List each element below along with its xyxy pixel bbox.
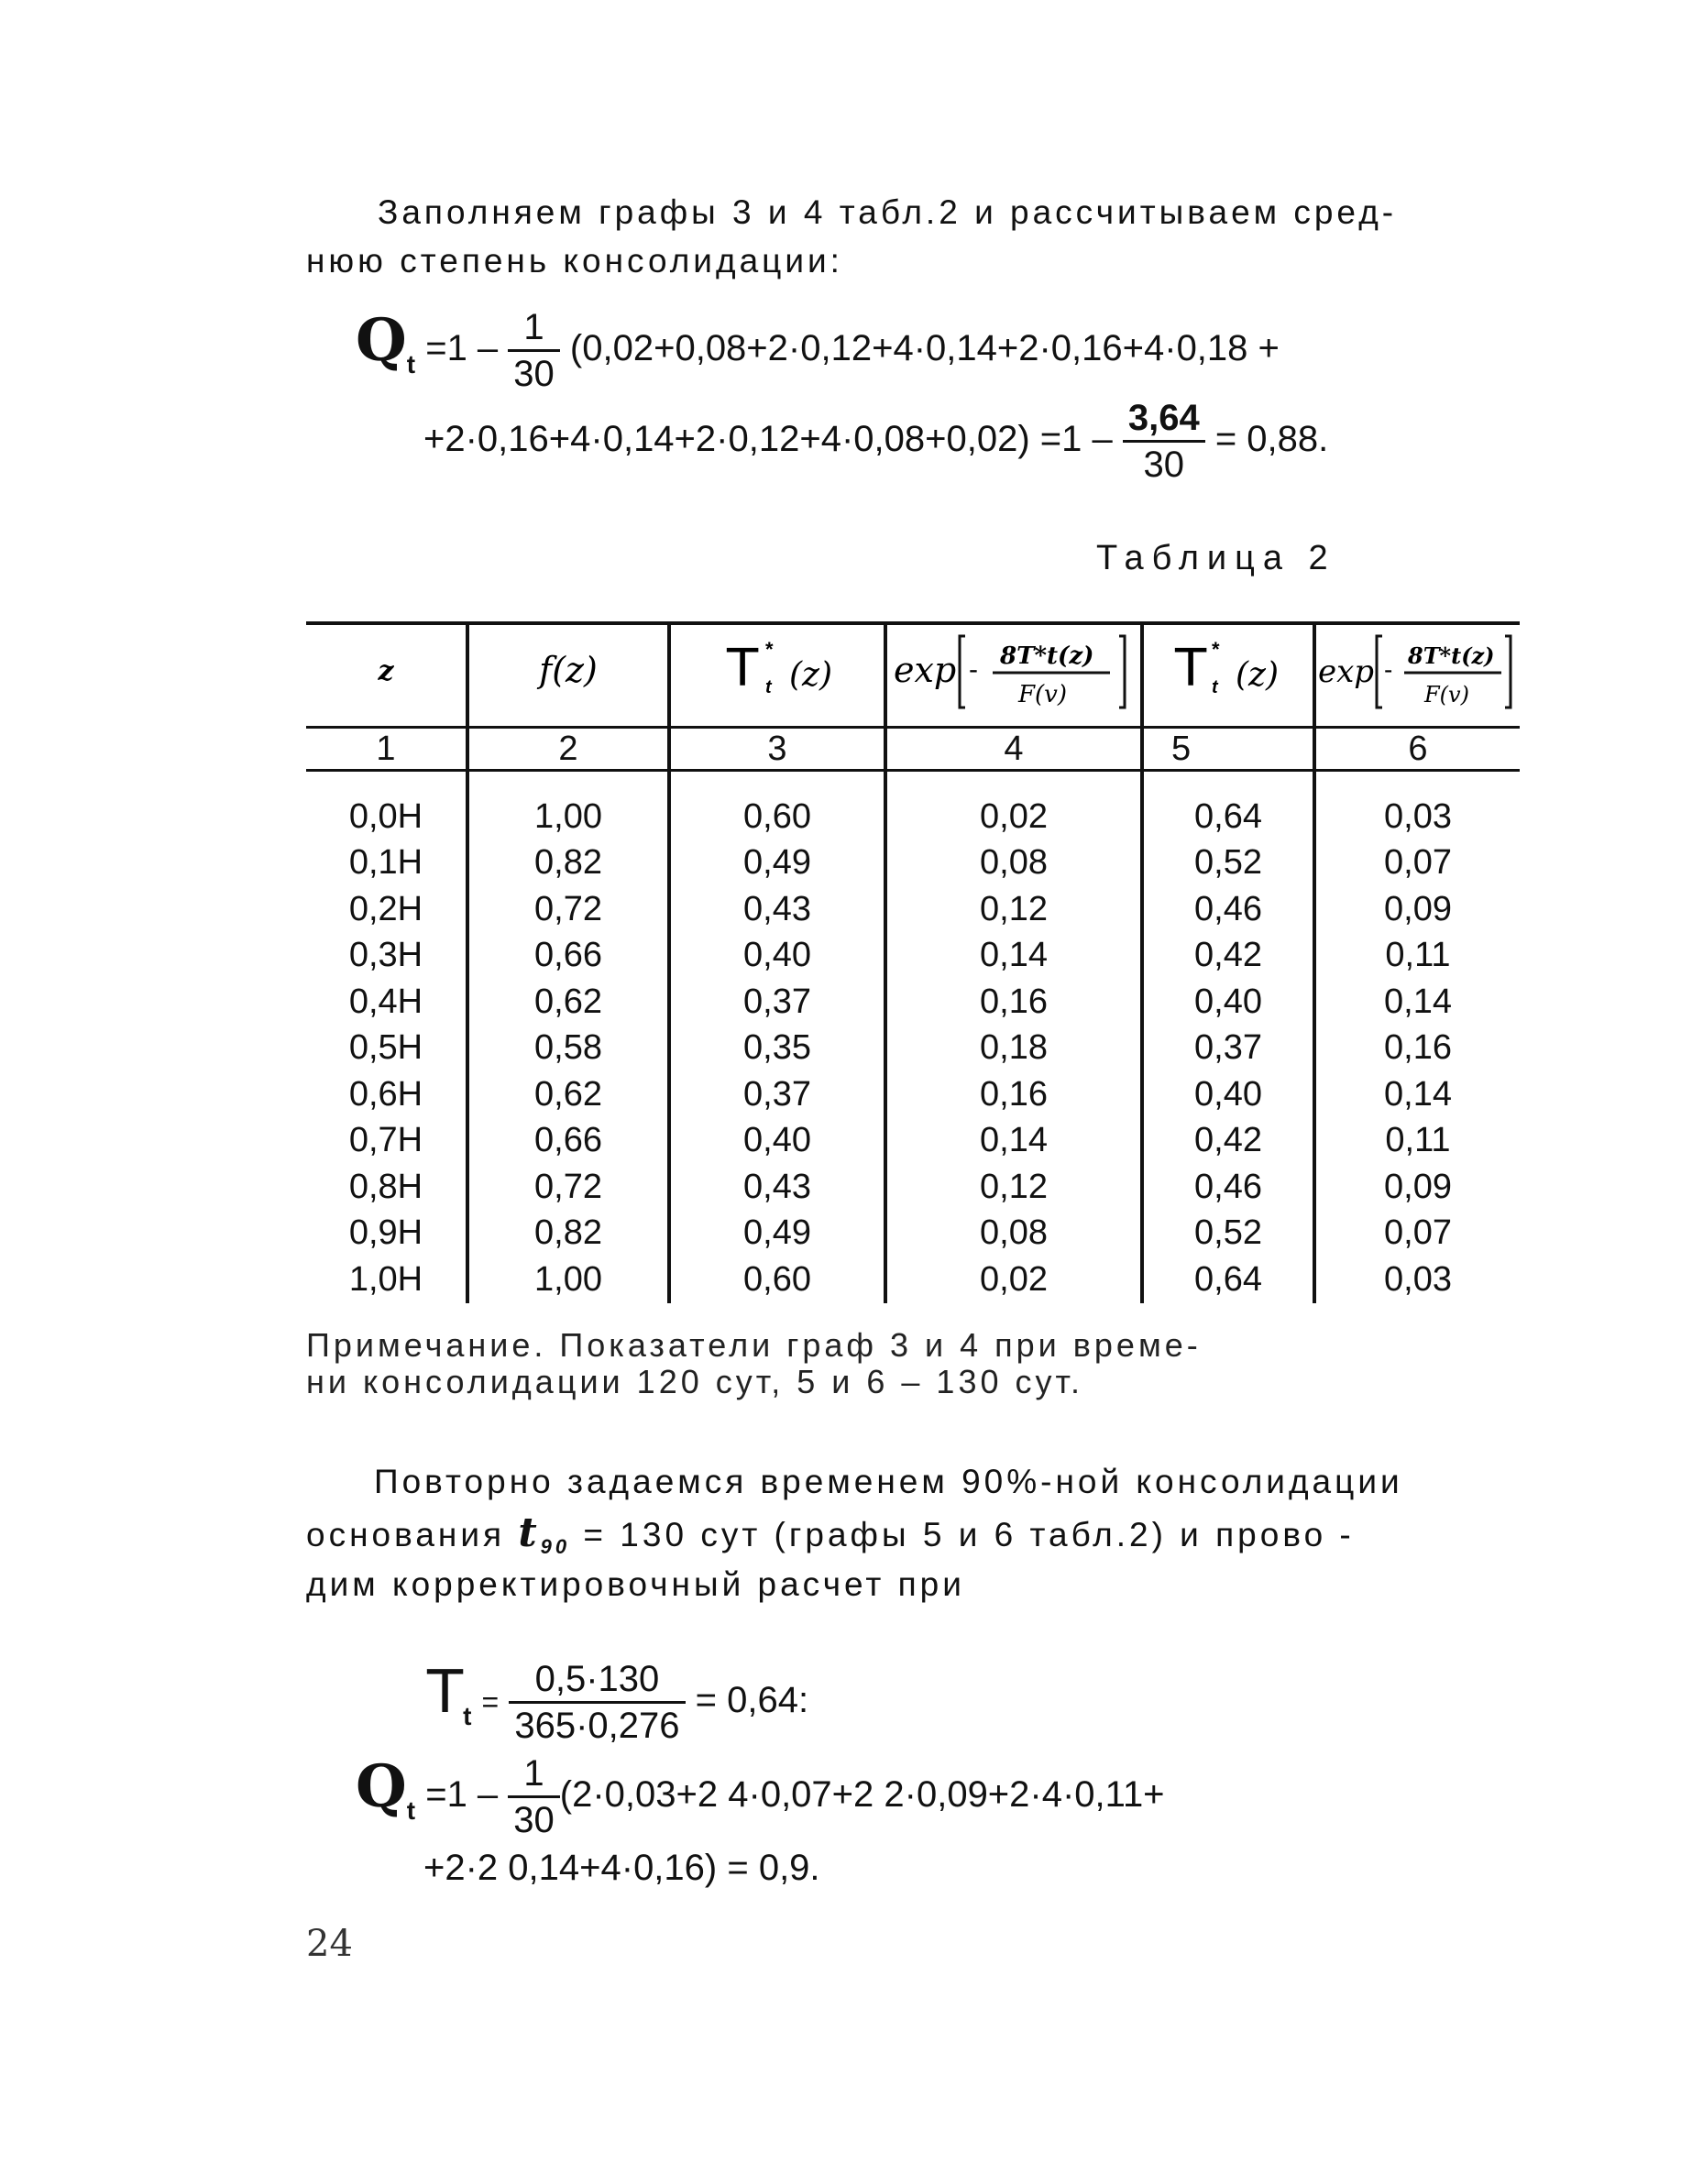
page-number: 24 xyxy=(306,1923,353,1965)
svg-text:z: z xyxy=(378,655,394,687)
header-f-z xyxy=(467,623,669,728)
cell-z: 0,4H xyxy=(348,982,423,1021)
cell-t-120: 0,37 xyxy=(669,1071,885,1118)
formula-1-frac-num: 1 xyxy=(508,309,560,352)
cell-t-120: 0,60 xyxy=(669,794,885,840)
cell-t-130: 0,42 xyxy=(1142,933,1314,980)
note-line-2: ни консолидации 120 сут, 5 и 6 – 130 сут. xyxy=(306,1363,1083,1400)
table-spacer-row xyxy=(306,771,1520,795)
cell-z: 0,7H xyxy=(348,1121,423,1160)
cell-exp-120: 0,12 xyxy=(885,1164,1142,1211)
svg-text:F(v): F(v) xyxy=(1424,682,1469,708)
table-note xyxy=(306,1327,1202,1400)
formula-1-fraction-2 xyxy=(1123,400,1205,483)
cell-z: 0,2H xyxy=(348,889,423,928)
cell-t-130: 0,46 xyxy=(1142,886,1314,933)
cell-exp-120: 0,02 xyxy=(885,794,1142,840)
header-t-z-glyph xyxy=(699,634,855,708)
table-column-number-row xyxy=(306,728,1520,771)
intro-paragraph xyxy=(378,188,1478,237)
cell-t-120: 0,49 xyxy=(669,1211,885,1257)
cell-z: 0,5H xyxy=(348,1028,423,1068)
formula-1-frac2-num: 3,64 xyxy=(1123,400,1205,443)
para2-line-2-a: основания xyxy=(306,1516,506,1553)
formula-1-lhs: Q xyxy=(356,306,407,375)
svg-text:t: t xyxy=(1212,677,1218,697)
cell-f-z: 0,66 xyxy=(467,933,669,980)
cell-t-130: 0,52 xyxy=(1142,1211,1314,1257)
formula-3-lhs-sub: t xyxy=(406,1796,416,1825)
column-number-4: 4 xyxy=(885,728,1142,771)
column-number-6: 6 xyxy=(1314,728,1520,771)
cell-f-z: 0,62 xyxy=(467,1071,669,1118)
formula-3-fraction xyxy=(508,1752,560,1840)
formula-1-line2-body: +2·0,16+4·0,14+2·0,12+4·0,08+0,02) =1 – xyxy=(423,419,1113,460)
table-caption: Таблица 2 xyxy=(1096,539,1336,577)
table-row xyxy=(306,886,1520,933)
para2-line-1: Повторно задаемся временем 90%-ной консолидации xyxy=(374,1463,1403,1500)
header-t-z-130 xyxy=(1142,623,1314,728)
formula-3-lhs: Q xyxy=(356,1752,407,1821)
svg-text:exp: exp xyxy=(1318,653,1375,690)
column-number-1: 1 xyxy=(306,728,467,771)
formula-3-body: (2·0,03+2 4·0,07+2 2·0,09+2·4·0,11+ xyxy=(559,1774,1165,1815)
column-number-3: 3 xyxy=(669,728,885,771)
cell-exp-130: 0,07 xyxy=(1314,1211,1520,1257)
cell-t-130: 0,42 xyxy=(1142,1118,1314,1165)
formula-2 xyxy=(427,1659,808,1744)
cell-exp-120: 0,02 xyxy=(885,1257,1142,1303)
second-paragraph-line-3 xyxy=(306,1560,965,1609)
cell-f-z: 1,00 xyxy=(467,794,669,840)
svg-text:*: * xyxy=(1212,638,1220,661)
formula-2-frac-den: 365·0,276 xyxy=(514,1705,680,1746)
formula-2-lhs-sub: t xyxy=(463,1702,472,1730)
cell-t-130: 0,40 xyxy=(1142,1071,1314,1118)
table-2 xyxy=(306,621,1520,1303)
cell-f-z: 0,72 xyxy=(467,1164,669,1211)
column-number-5: 5 xyxy=(1142,728,1314,771)
svg-text:T: T xyxy=(727,639,759,698)
svg-text:*: * xyxy=(765,638,774,661)
cell-exp-130: 0,09 xyxy=(1314,886,1520,933)
table-row xyxy=(306,933,1520,980)
cell-z: 1,0H xyxy=(348,1259,423,1299)
cell-exp-120: 0,16 xyxy=(885,979,1142,1026)
header-exp-130 xyxy=(1314,623,1520,728)
cell-exp-130: 0,16 xyxy=(1314,1026,1520,1072)
formula-2-fraction xyxy=(509,1658,685,1746)
formula-3-frac-num: 1 xyxy=(508,1755,560,1798)
svg-text:t: t xyxy=(765,677,772,697)
cell-f-z: 0,82 xyxy=(467,840,669,887)
intro-line-2: нюю степень консолидации: xyxy=(306,242,843,280)
cell-exp-130: 0,14 xyxy=(1314,1071,1520,1118)
formula-3-line-2 xyxy=(423,1848,820,1889)
svg-text:-: - xyxy=(1384,655,1393,684)
cell-exp-130: 0,03 xyxy=(1314,794,1520,840)
para2-t-sub: 90 xyxy=(540,1535,571,1558)
column-number-2: 2 xyxy=(467,728,669,771)
cell-t-130: 0,64 xyxy=(1142,1257,1314,1303)
svg-text:exp: exp xyxy=(894,650,957,690)
cell-t-120: 0,43 xyxy=(669,886,885,933)
cell-f-z: 0,66 xyxy=(467,1118,669,1165)
header-t-z-120 xyxy=(669,623,885,728)
formula-3-line2-body: +2·2 0,14+4·0,16) = 0,9. xyxy=(423,1848,820,1888)
cell-exp-120: 0,16 xyxy=(885,1071,1142,1118)
formula-1-body: (0,02+0,08+2·0,12+4·0,14+2·0,16+4·0,18 + xyxy=(569,328,1280,368)
cell-f-z: 0,72 xyxy=(467,886,669,933)
cell-z: 0,8H xyxy=(348,1167,423,1206)
formula-1-frac-den: 30 xyxy=(513,353,555,394)
header-z-glyph xyxy=(368,653,404,689)
header-t-z-130-glyph xyxy=(1164,634,1292,708)
svg-text:T: T xyxy=(1175,639,1207,698)
second-paragraph xyxy=(374,1457,1403,1507)
cell-t-120: 0,40 xyxy=(669,933,885,980)
formula-1-prefix: =1 – xyxy=(425,328,499,368)
svg-text:(z): (z) xyxy=(789,656,833,694)
formula-3-frac-den: 30 xyxy=(513,1799,555,1840)
cell-f-z: 1,00 xyxy=(467,1257,669,1303)
cell-exp-130: 0,07 xyxy=(1314,840,1520,887)
formula-1-lhs-sub: t xyxy=(406,350,416,379)
cell-exp-120: 0,12 xyxy=(885,886,1142,933)
cell-t-130: 0,46 xyxy=(1142,1164,1314,1211)
cell-f-z: 0,82 xyxy=(467,1211,669,1257)
table-header-row xyxy=(306,623,1520,728)
header-f-z-glyph xyxy=(513,643,623,698)
header-z xyxy=(306,623,467,728)
cell-z: 0,1H xyxy=(348,843,423,883)
formula-1-line-1 xyxy=(356,306,1280,392)
cell-t-120: 0,35 xyxy=(669,1026,885,1072)
cell-t-130: 0,52 xyxy=(1142,840,1314,887)
cell-exp-120: 0,18 xyxy=(885,1026,1142,1072)
formula-1-fraction xyxy=(508,306,560,394)
cell-exp-120: 0,08 xyxy=(885,1211,1142,1257)
formula-1-result: = 0,88. xyxy=(1214,419,1329,460)
table-body xyxy=(306,794,1520,1303)
cell-z: 0,9H xyxy=(348,1213,423,1253)
formula-3-line-1 xyxy=(356,1752,1165,1838)
table-row xyxy=(306,1118,1520,1165)
svg-text:-: - xyxy=(969,654,978,685)
formula-2-result: = 0,64: xyxy=(695,1680,809,1720)
svg-text:(z): (z) xyxy=(1236,656,1280,694)
cell-f-z: 0,62 xyxy=(467,979,669,1026)
cell-t-130: 0,64 xyxy=(1142,794,1314,840)
formula-1-line-2 xyxy=(423,400,1328,483)
note-line-1: Примечание. Показатели граф 3 и 4 при време- xyxy=(306,1326,1202,1364)
intro-paragraph-line-2 xyxy=(306,236,843,286)
table-row xyxy=(306,1164,1520,1211)
table-row xyxy=(306,1071,1520,1118)
cell-t-120: 0,40 xyxy=(669,1118,885,1165)
table-row xyxy=(306,1257,1520,1303)
cell-z: 0,3H xyxy=(348,936,423,975)
cell-exp-130: 0,14 xyxy=(1314,979,1520,1026)
formula-2-eq: = xyxy=(481,1685,500,1718)
formula-2-frac-num: 0,5·130 xyxy=(509,1661,685,1704)
formula-1-frac2-den: 30 xyxy=(1143,444,1185,485)
svg-text:f(z): f(z) xyxy=(539,650,598,690)
cell-exp-120: 0,14 xyxy=(885,1118,1142,1165)
cell-f-z: 0,58 xyxy=(467,1026,669,1072)
header-exp-120 xyxy=(885,623,1142,728)
header-exp-glyph xyxy=(890,625,1137,717)
cell-exp-130: 0,03 xyxy=(1314,1257,1520,1303)
header-exp-130-glyph xyxy=(1318,625,1518,717)
table-row xyxy=(306,1026,1520,1072)
cell-exp-130: 0,11 xyxy=(1314,933,1520,980)
table-row xyxy=(306,794,1520,840)
cell-exp-120: 0,14 xyxy=(885,933,1142,980)
para2-line-3: дим корректировочный расчет при xyxy=(306,1565,965,1603)
cell-t-120: 0,37 xyxy=(669,979,885,1026)
table-row xyxy=(306,1211,1520,1257)
cell-exp-130: 0,11 xyxy=(1314,1118,1520,1165)
svg-text:8T*t(z): 8T*t(z) xyxy=(1408,642,1495,669)
svg-text:F(v): F(v) xyxy=(1018,681,1068,708)
table-row xyxy=(306,979,1520,1026)
formula-2-lhs: T xyxy=(427,1659,464,1727)
cell-exp-120: 0,08 xyxy=(885,840,1142,887)
intro-line-1: Заполняем графы 3 и 4 табл.2 и рассчитываем сред- xyxy=(378,193,1398,231)
cell-t-130: 0,40 xyxy=(1142,979,1314,1026)
cell-t-120: 0,49 xyxy=(669,840,885,887)
svg-text:8T*t(z): 8T*t(z) xyxy=(1000,642,1094,670)
para2-line-2-b: = 130 сут (графы 5 и 6 табл.2) и прово - xyxy=(583,1516,1355,1553)
cell-t-120: 0,43 xyxy=(669,1164,885,1211)
formula-3-prefix: =1 – xyxy=(425,1774,499,1815)
cell-t-130: 0,37 xyxy=(1142,1026,1314,1072)
cell-z: 0,6H xyxy=(348,1074,423,1114)
para2-t-symbol: t xyxy=(518,1509,541,1556)
cell-t-120: 0,60 xyxy=(669,1257,885,1303)
table-row xyxy=(306,840,1520,887)
cell-exp-130: 0,09 xyxy=(1314,1164,1520,1211)
cell-z: 0,0H xyxy=(348,796,423,836)
